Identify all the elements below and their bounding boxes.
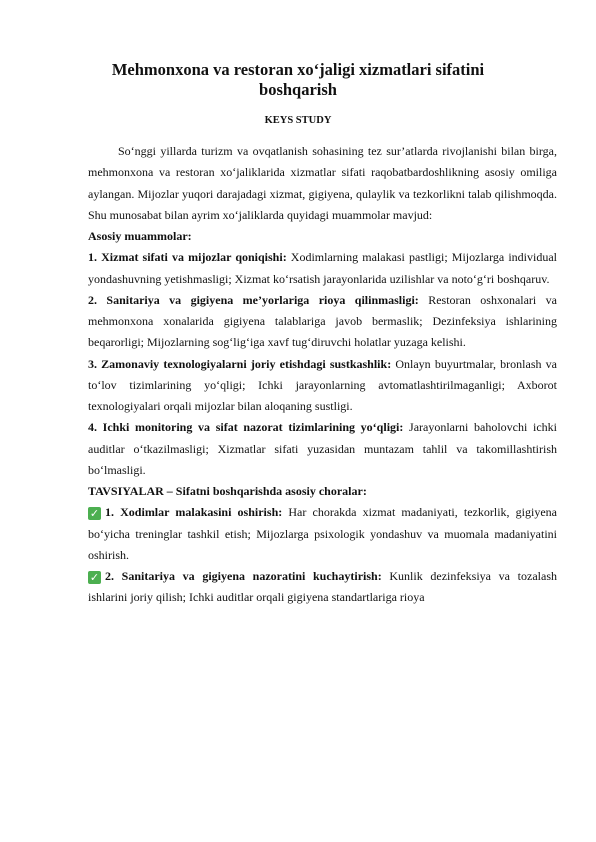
recommendation-item (88, 566, 557, 609)
problem-title: 2. Sanitariya va gigiyena me’yorlariga rioya qilinmasligi: (88, 292, 419, 307)
recommendation-title: 1. Xodimlar malakasini oshirish: (105, 505, 283, 520)
problem-item (88, 417, 557, 481)
problem-title: 1. Xizmat sifati va mijozlar qoniqishi: (88, 250, 287, 265)
problem-text: Restoran oshxonalari va mehmonxona xonalarida gigiyena talablariga javob bermaslik; Dezinfeksiya ishlarining beqarorligi; Mijozlarning sog‘lig‘iga xavf tug‘diruvchi holatlar yuzaga kelishi. (88, 292, 558, 350)
check-mark-icon: ✓ (89, 571, 100, 584)
problems-heading: Asosiy muammolar: (88, 229, 192, 243)
recommendation-text: Har chorakda xizmat madaniyati, tezkorlik, gigiyena bo‘yicha treninglar tashkil etish; Mijozlarga psixologik yondashuv va muomala madaniyatini oshirish. (88, 505, 557, 562)
problem-item (88, 247, 557, 290)
problem-item (88, 354, 557, 418)
problem-item (88, 290, 557, 354)
recommendations-heading: TAVSIYALAR – Sifatni boshqarishda asosiy choralar: (88, 484, 367, 498)
document-body (88, 141, 557, 609)
recommendation-text: Kunlik dezinfeksiya va tozalash ishlarini joriy qilish; Ichki auditlar orqali gigiyena standartlariga rioya (88, 569, 557, 605)
document-subtitle: KEYS STUDY (264, 115, 332, 126)
check-mark-icon: ✓ (89, 507, 100, 521)
intro-paragraph: So‘nggi yillarda turizm va ovqatlanish sohasining tez sur’atlarda rivojlanishi bilan birga, mehmonxona va restoran xo‘jaliklarida xizmatlar sifati raqobatbardoshlikning asosiy omiliga aylangan. Mijozlar yuqori darajadagi xizmat, gigiyena, qulaylik va tezkorlikni talab qilishmoqda. Shu munosabat bilan ayrim xo‘jaliklarda quyidagi muammolar mavjud: (88, 144, 557, 222)
document-title: Mehmonxona va restoran xo‘jaligi xizmatlari sifatini boshqarish (111, 60, 485, 99)
problem-text: Onlayn buyurtmalar, bronlash va to‘lov tizimlarining yo‘qligi; Ichki jarayonlarning avtomatlashtirilmaganligi; Axborot texnologiyalari orqali mijozlar bilan aloqaning sustligi. (88, 356, 557, 413)
recommendation-title: 2. Sanitariya va gigiyena nazoratini kuchaytirish: (105, 569, 382, 583)
recommendation-item (88, 502, 557, 566)
problem-text: Jarayonlarni baholovchi ichki auditlar o‘tkazilmasligi; Xizmatlar sifati yuzasidan muntazam tahlil va takomillashtirish bo‘lmasligi. (88, 420, 557, 477)
problem-text: Xodimlarning malakasi pastligi; Mijozlarga individual yondashuvning yetishmasligi; Xizmat ko‘rsatish jarayonlarida uzilishlar va noto‘g‘ri boshqaruv. (88, 250, 557, 286)
problem-title: 3. Zamonaviy texnologiyalarni joriy etishdagi sustkashlik: (88, 356, 392, 371)
problem-title: 4. Ichki monitoring va sifat nazorat tizimlarining yo‘qligi: (88, 420, 404, 435)
